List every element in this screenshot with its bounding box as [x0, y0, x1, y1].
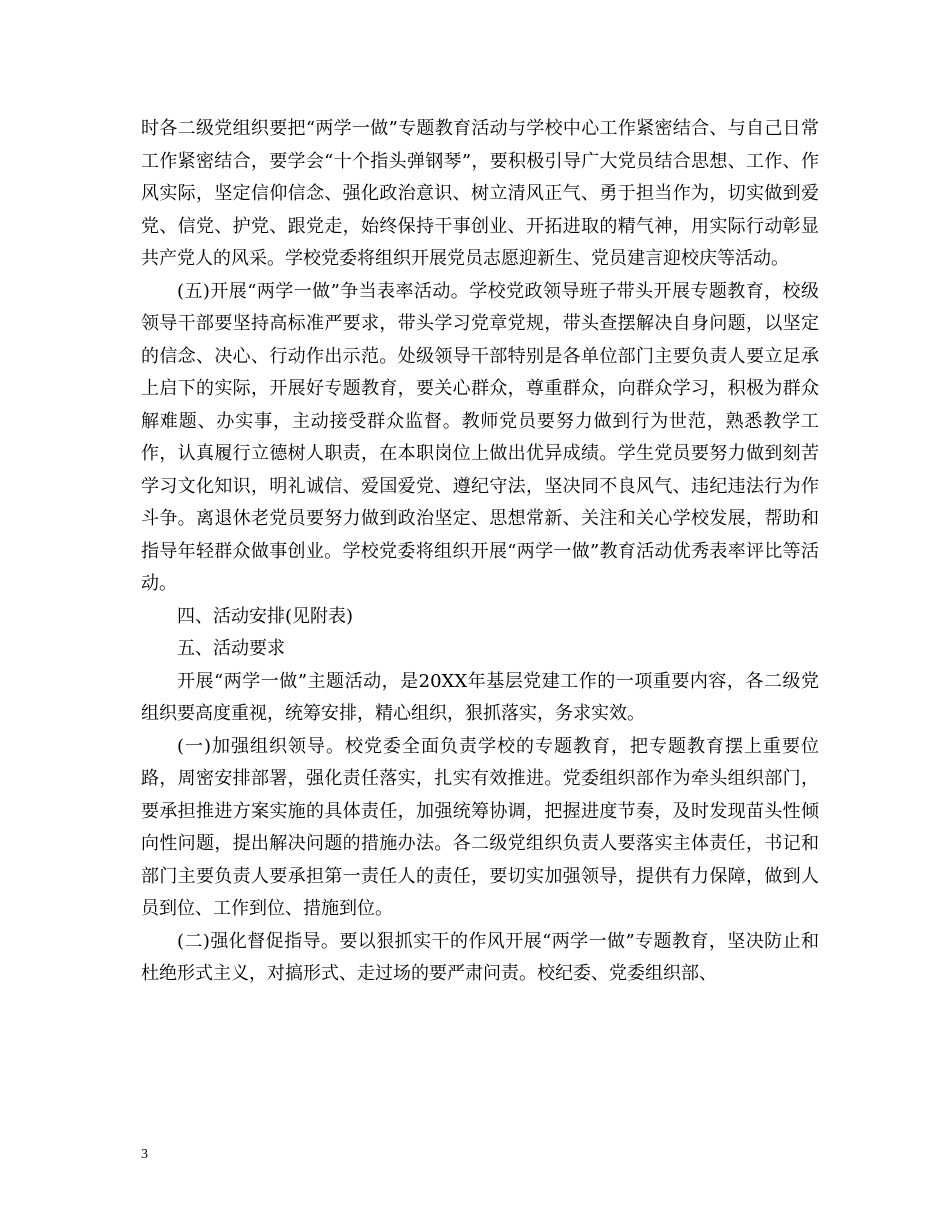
paragraph-2: (五)开展“两学一做”争当表率活动。学校党政领导班子带头开展专题教育，校级领导干部要坚持高标准严要求，带头学习党章党规，带头查摆解决自身问题，以坚定的信念、决心、行动作出示范。处级领导干部特别是各单位部门主要负责人要立足承上启下的实际，开展好专题教育，要关心群众，尊重群众，向群众学习，积极为群众解难题、办实事，主动接受群众监督。教师党员要努力做到行为世范，熟悉教学工作，认真履行立德树人职责，在本职岗位上做出优异成绩。学生党员要努力做到刻苦学习文化知识，明礼诚信、爱国爱党、遵纪守法，坚决同不良风气、违纪违法行为作斗争。离退休老党员要努力做到政治坚定、思想常新、关注和关心学校发展，帮助和指导年轻群众做事创业。学校党委将组织开展“两学一做”教育活动优秀表率评比等活动。 [141, 280, 819, 594]
section-heading-5: 五、活动要求 [177, 638, 285, 659]
paragraph-3: 开展“两学一做”主题活动，是20XX年基层党建工作的一项重要内容，各二级党组织要高度重视，统筹安排，精心组织，狠抓落实，务求实效。 [141, 670, 819, 724]
paragraph-5: (二)强化督促指导。要以狠抓实干的作风开展“两学一做”专题教育，坚决防止和杜绝形式主义，对搞形式、走过场的要严肃问责。校纪委、党委组织部、 [141, 930, 819, 984]
body-text [141, 113, 819, 991]
paragraph-4: (一)加强组织领导。校党委全面负责学校的专题教育，把专题教育摆上重要位路，周密安排部署，强化责任落实，扎实有效推进。党委组织部作为牵头组织部门，要承担推进方案实施的具体责任，加强统筹协调，把握进度节奏，及时发现苗头性倾向性问题，提出解决问题的措施办法。各二级党组织负责人要落实主体责任，书记和部门主要负责人要承担第一责任人的责任，要切实加强领导，提供有力保障，做到人员到位、工作到位、措施到位。 [141, 735, 819, 919]
paragraph-1: 时各二级党组织要把“两学一做”专题教育活动与学校中心工作紧密结合、与自己日常工作紧密结合，要学会“十个指头弹钢琴”，要积极引导广大党员结合思想、工作、作风实际，坚定信仰信念、强化政治意识、树立清风正气、勇于担当作为，切实做到爱党、信党、护党、跟党走，始终保持干事创业、开拓进取的精气神，用实际行动彰显共产党人的风采。学校党委将组织开展党员志愿迎新生、党员建言迎校庆等活动。 [141, 118, 819, 269]
page-number: 3 [141, 1147, 148, 1162]
section-heading-4: 四、活动安排(见附表) [177, 605, 354, 627]
